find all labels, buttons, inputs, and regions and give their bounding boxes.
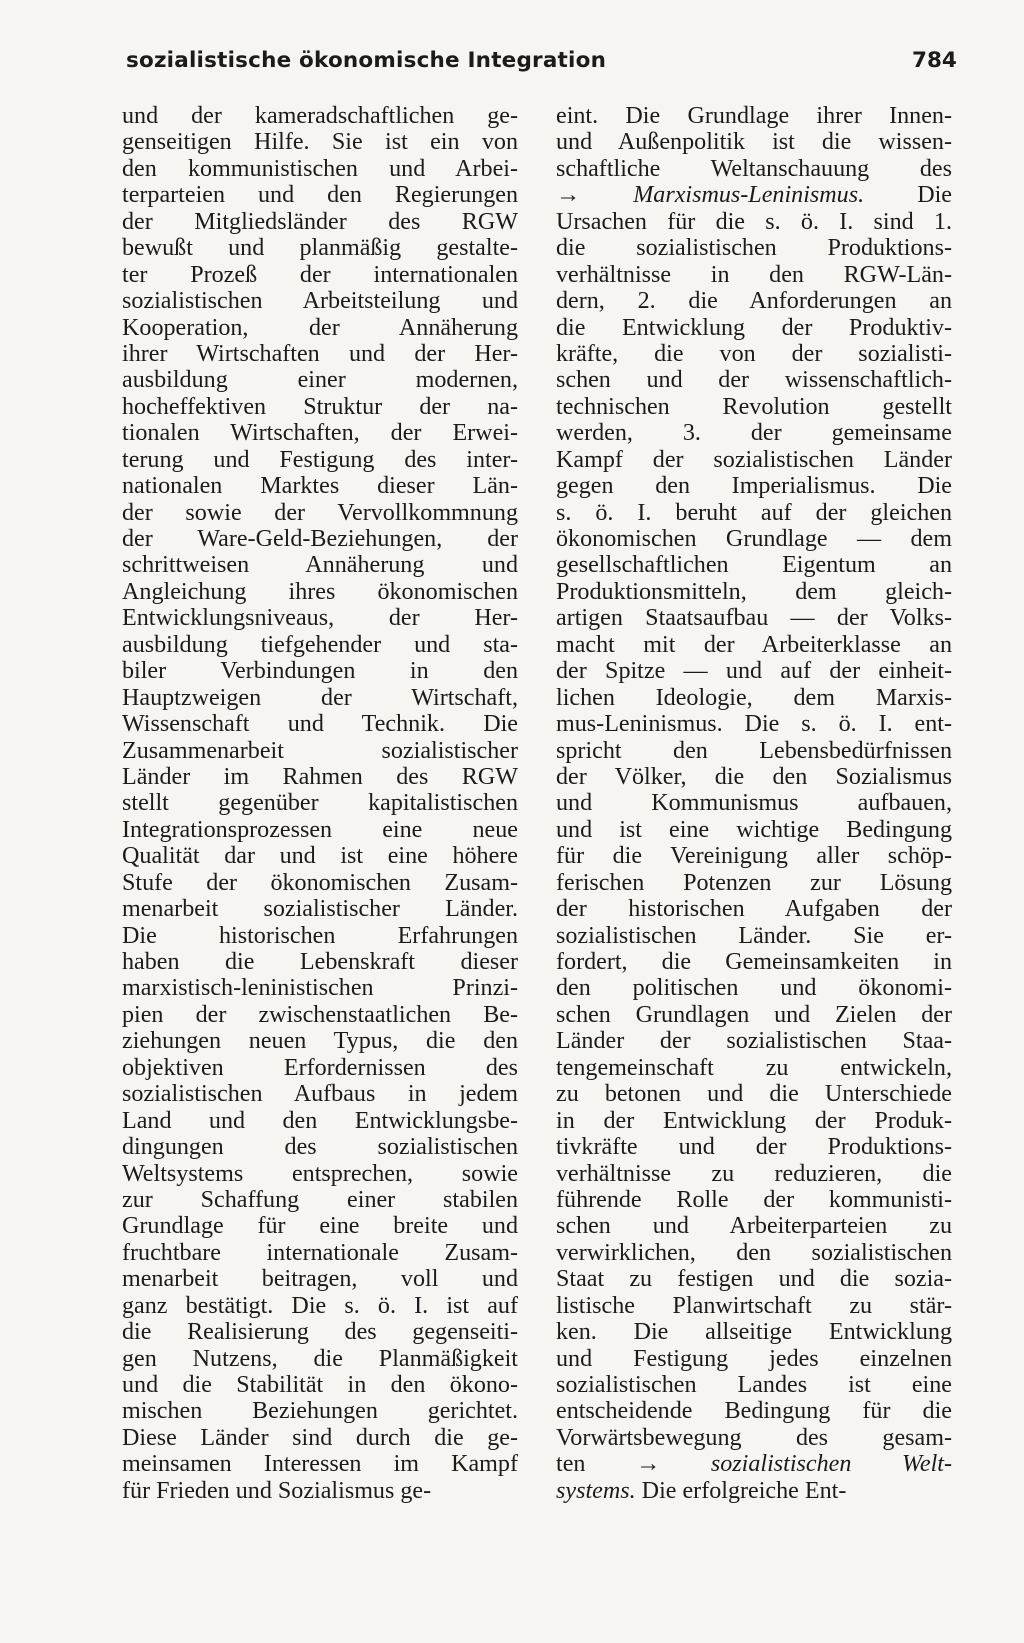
text-line: menarbeit beitragen, voll und — [122, 1266, 518, 1293]
text-line: tionalen Wirtschaften, der Erwei- — [122, 420, 518, 447]
text-line: Kooperation, der Annäherung — [122, 314, 518, 341]
text-line: Land und den Entwicklungsbe- — [122, 1107, 518, 1134]
text-line: und Festigung jedes einzelnen — [556, 1345, 952, 1372]
text-line: Grundlage für eine breite und — [122, 1213, 518, 1240]
text-line: technischen Revolution gestellt — [556, 393, 952, 420]
running-head: sozialistische ökonomische Integration — [126, 48, 607, 73]
text-line: Staat zu festigen und die sozia- — [556, 1266, 952, 1293]
text-line: verwirklichen, den sozialistischen — [556, 1239, 952, 1266]
text-line: der Völker, die den Sozialismus — [556, 763, 952, 790]
text-line: Wissenschaft und Technik. Die — [122, 711, 518, 738]
text-line: dern, 2. die Anforderungen an — [556, 288, 952, 315]
text-line: menarbeit sozialistischer Länder. — [122, 896, 518, 923]
text-line: s. ö. I. beruht auf der gleichen — [556, 499, 952, 526]
text-line: zu betonen und die Unterschiede — [556, 1081, 952, 1108]
text-line: Zusammenarbeit sozialistischer — [122, 737, 518, 764]
text-line: ter Prozeß der internationalen — [122, 261, 518, 288]
text-line: → Marxismus-Leninismus. Die — [556, 182, 952, 209]
text-line: ziehungen neuen Typus, die den — [122, 1028, 518, 1055]
text-line: genseitigen Hilfe. Sie ist ein von — [122, 129, 518, 156]
text-line: lichen Ideologie, dem Marxis- — [556, 684, 952, 711]
text-line: kräfte, die von der sozialisti- — [556, 340, 952, 367]
text-line: schen Grundlagen und Zielen der — [556, 1001, 952, 1028]
text-column-left — [122, 103, 518, 1523]
text-line: und der kameradschaftlichen ge- — [122, 103, 518, 129]
text-line: Kampf der sozialistischen Länder — [556, 446, 952, 473]
text-line: die sozialistischen Produktions- — [556, 235, 952, 262]
text-line: ihrer Wirtschaften und der Her- — [122, 340, 518, 367]
text-line: hocheffektiven Struktur der na- — [122, 393, 518, 420]
text-line: sozialistischen Aufbaus in jedem — [122, 1081, 518, 1108]
text-line: Entwicklungsniveaus, der Her- — [122, 605, 518, 632]
text-line: und ist eine wichtige Bedingung — [556, 816, 952, 843]
text-line: schrittweisen Annäherung und — [122, 552, 518, 579]
text-line: biler Verbindungen in den — [122, 658, 518, 685]
text-line: verhältnisse zu reduzieren, die — [556, 1160, 952, 1187]
text-line: den kommunistischen und Arbei- — [122, 155, 518, 182]
text-line: der Ware-Geld-Beziehungen, der — [122, 526, 518, 552]
text-line: der historischen Aufgaben der — [556, 896, 952, 923]
text-line: nationalen Marktes dieser Län- — [122, 473, 518, 500]
text-line: schaftliche Weltanschauung des — [556, 155, 952, 182]
text-line: die Entwicklung der Produktiv- — [556, 314, 952, 341]
text-line: führende Rolle der kommunisti- — [556, 1186, 952, 1213]
text-line: schen und Arbeiterparteien zu — [556, 1213, 952, 1240]
text-line: pien der zwischenstaatlichen Be- — [122, 1001, 518, 1028]
text-line: spricht den Lebensbedürfnissen — [556, 737, 952, 764]
text-line: haben die Lebenskraft dieser — [122, 949, 518, 975]
text-line: Produktionsmitteln, dem gleich- — [556, 578, 952, 605]
text-line: ausbildung einer modernen, — [122, 367, 518, 394]
text-line: tivkräfte und der Produktions- — [556, 1134, 952, 1161]
text-line: und die Stabilität in den ökono- — [122, 1372, 518, 1398]
text-line: mus-Leninismus. Die s. ö. I. ent- — [556, 711, 952, 738]
text-line: tengemeinschaft zu entwickeln, — [556, 1054, 952, 1081]
text-line: den politischen und ökonomi- — [556, 975, 952, 1002]
text-line: Vorwärtsbewegung des gesam- — [556, 1424, 952, 1451]
text-line: sozialistischen Landes ist eine — [556, 1372, 952, 1398]
text-line: dingungen des sozialistischen — [122, 1134, 518, 1161]
text-line: und Kommunismus aufbauen, — [556, 790, 952, 817]
text-line: terung und Festigung des inter- — [122, 446, 518, 473]
text-line: ausbildung tiefgehender und sta- — [122, 631, 518, 658]
text-line: meinsamen Interessen im Kampf — [122, 1451, 518, 1478]
text-line: ken. Die allseitige Entwicklung — [556, 1319, 952, 1346]
text-line: stellt gegenüber kapitalistischen — [122, 790, 518, 817]
text-line: fordert, die Gemeinsamkeiten in — [556, 949, 952, 975]
text-line: ten → sozialistischen Welt- — [556, 1451, 952, 1478]
text-line: sozialistischen Arbeitsteilung und — [122, 288, 518, 315]
text-line: mischen Beziehungen gerichtet. — [122, 1398, 518, 1425]
text-line: zur Schaffung einer stabilen — [122, 1186, 518, 1213]
text-line: terparteien und den Regierungen — [122, 182, 518, 209]
text-line: entscheidende Bedingung für die — [556, 1398, 952, 1425]
text-line: Angleichung ihres ökonomischen — [122, 578, 518, 605]
text-line: sozialistischen Länder. Sie er- — [556, 922, 952, 949]
text-line: artigen Staatsaufbau — der Volks- — [556, 605, 952, 632]
text-line: Integrationsprozessen eine neue — [122, 816, 518, 843]
text-line: für die Vereinigung aller schöp- — [556, 843, 952, 870]
text-line: Stufe der ökonomischen Zusam- — [122, 869, 518, 896]
text-line: ganz bestätigt. Die s. ö. I. ist auf — [122, 1292, 518, 1319]
text-line: Qualität dar und ist eine höhere — [122, 843, 518, 870]
text-line: fruchtbare internationale Zusam- — [122, 1239, 518, 1266]
text-line: Länder im Rahmen des RGW — [122, 763, 518, 790]
text-line: und Außenpolitik ist die wissen- — [556, 129, 952, 156]
text-line: listische Planwirtschaft zu stär- — [556, 1292, 952, 1319]
text-line: Diese Länder sind durch die ge- — [122, 1424, 518, 1451]
text-column-right — [556, 103, 952, 1523]
text-line: der Mitgliedsländer des RGW — [122, 208, 518, 235]
text-line: bewußt und planmäßig gestalte- — [122, 235, 518, 262]
text-line: macht mit der Arbeiterklasse an — [556, 631, 952, 658]
text-line: systems. Die erfolgreiche Ent- — [556, 1477, 847, 1504]
text-line: schen und der wissenschaftlich- — [556, 367, 952, 394]
text-line: ferischen Potenzen zur Lösung — [556, 869, 952, 896]
text-line: Hauptzweigen der Wirtschaft, — [122, 684, 518, 711]
text-line: marxistisch-leninistischen Prinzi- — [122, 975, 518, 1002]
text-line: gegen den Imperialismus. Die — [556, 473, 952, 500]
text-line: gen Nutzens, die Planmäßigkeit — [122, 1345, 518, 1372]
page-header — [0, 0, 1024, 90]
text-line: der Spitze — und auf der einheit- — [556, 658, 952, 685]
text-line: gesellschaftlichen Eigentum an — [556, 552, 952, 579]
page-number: 784 — [912, 48, 957, 73]
text-line: Ursachen für die s. ö. I. sind 1. — [556, 208, 952, 235]
text-line: verhältnisse in den RGW-Län- — [556, 261, 952, 288]
text-line: Weltsystems entsprechen, sowie — [122, 1160, 518, 1187]
text-line: ökonomischen Grundlage — dem — [556, 526, 952, 552]
text-line: werden, 3. der gemeinsame — [556, 420, 952, 447]
text-line: eint. Die Grundlage ihrer Innen- — [556, 103, 952, 129]
text-line: der sowie der Vervollkommnung — [122, 499, 518, 526]
text-line: in der Entwicklung der Produk- — [556, 1107, 952, 1134]
text-line: Länder der sozialistischen Staa- — [556, 1028, 952, 1055]
text-line: Die historischen Erfahrungen — [122, 922, 518, 949]
text-line: die Realisierung des gegenseiti- — [122, 1319, 518, 1346]
text-line: für Frieden und Sozialismus ge- — [122, 1477, 432, 1504]
text-line: objektiven Erfordernissen des — [122, 1054, 518, 1081]
